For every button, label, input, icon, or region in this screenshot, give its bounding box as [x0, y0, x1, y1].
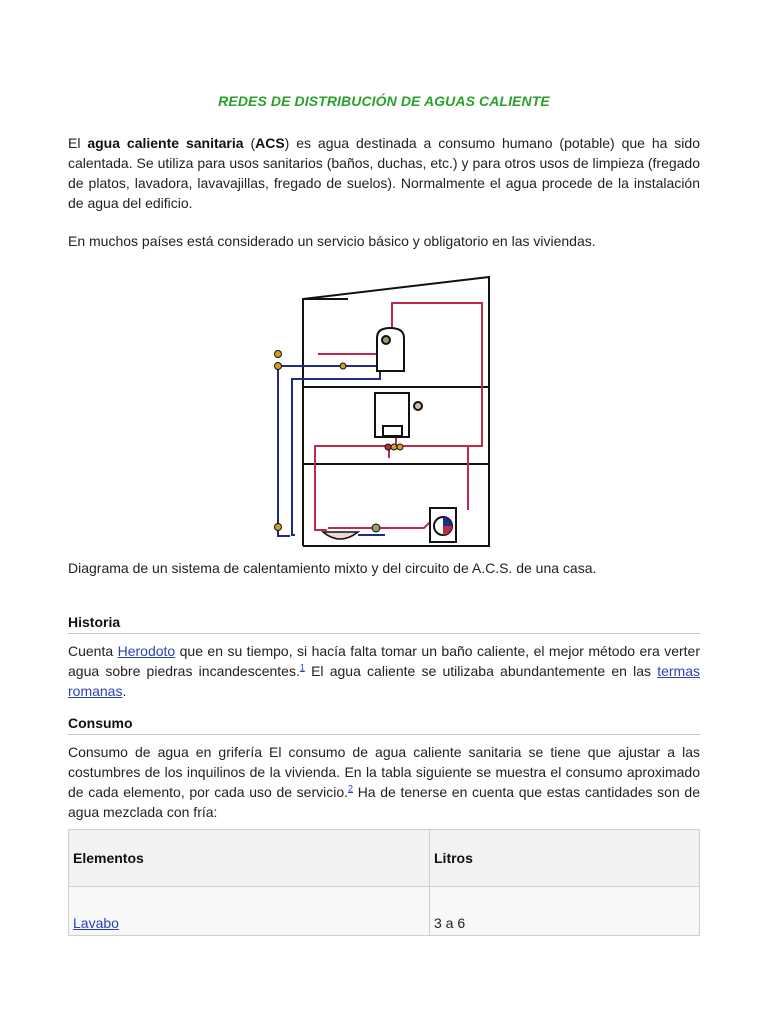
- link-termas-romanas[interactable]: termas romanas: [68, 663, 700, 699]
- intro-text-rest: ) es agua destinada a consumo humano (potable) que ha sido calentada. Se utiliza para usos sanitarios (baños, duchas, etc.) y para otros usos de limpieza (fregado de platos, lavadora, lavavajillas, fregado de suelos). Normalmente el agua procede de la instalación de agua del edificio.: [68, 135, 700, 211]
- table-header-litros: Litros: [430, 830, 700, 887]
- historia-text-2: que en su tiempo, si hacía falta tomar un baño caliente, el mejor método era verter agua sobre piedras incandescentes.: [68, 643, 700, 679]
- table-header-elementos: Elementos: [69, 830, 430, 887]
- consumption-table: [68, 829, 700, 936]
- intro-paren: (: [243, 135, 256, 151]
- section-heading-consumo: Consumo: [68, 715, 700, 735]
- consumo-text-1: Consumo de agua en grifería El consumo de agua caliente sanitaria se tiene que ajustar a las costumbres de los inquilinos de la vivienda. En la tabla siguiente se muestra el consumo aproximado de cada elemento, por cada uso de servicio.: [68, 744, 700, 800]
- reference-2[interactable]: 2: [348, 783, 354, 794]
- boiler-unit: [375, 393, 422, 437]
- second-paragraph: En muchos países está considerado un servicio básico y obligatorio en las viviendas.: [68, 233, 596, 249]
- page-title: REDES DE DISTRIBUCIÓN DE AGUAS CALIENTE: [218, 93, 550, 109]
- reference-1[interactable]: 1: [299, 662, 305, 673]
- intro-bold-term: agua caliente sanitaria: [87, 135, 244, 151]
- section-heading-historia: Historia: [68, 614, 700, 634]
- water-heater-tank: [377, 328, 404, 371]
- historia-text-1: Cuenta: [68, 643, 118, 659]
- table-header-row: [69, 830, 700, 887]
- basin-icon: [323, 532, 358, 539]
- acs-system-diagram: [268, 270, 498, 550]
- drain-icon: [372, 524, 380, 532]
- figure-caption: Diagrama de un sistema de calentamiento mixto y del circuito de A.C.S. de una casa.: [68, 560, 597, 576]
- historia-text-3: El agua caliente se utilizaba abundantemente en las: [304, 663, 658, 679]
- historia-text-4: .: [122, 683, 127, 699]
- intro-acronym: ACS: [255, 135, 285, 151]
- washing-machine-icon: [430, 508, 456, 542]
- cold-water-pipes: [278, 366, 385, 536]
- link-lavabo[interactable]: Lavabo: [73, 915, 119, 931]
- consumo-text-2: Ha de tenerse en cuenta que estas cantidades son de agua mezclada con fría:: [68, 784, 700, 820]
- table-cell-element: [69, 887, 430, 936]
- intro-text-start: El: [68, 135, 88, 151]
- consumo-paragraph: [68, 742, 700, 822]
- table-cell-litros: 3 a 6: [430, 887, 700, 936]
- link-herodoto[interactable]: Herodoto: [117, 643, 176, 659]
- intro-paragraph: [68, 133, 700, 213]
- historia-paragraph: [68, 641, 700, 701]
- table-row: [69, 887, 700, 936]
